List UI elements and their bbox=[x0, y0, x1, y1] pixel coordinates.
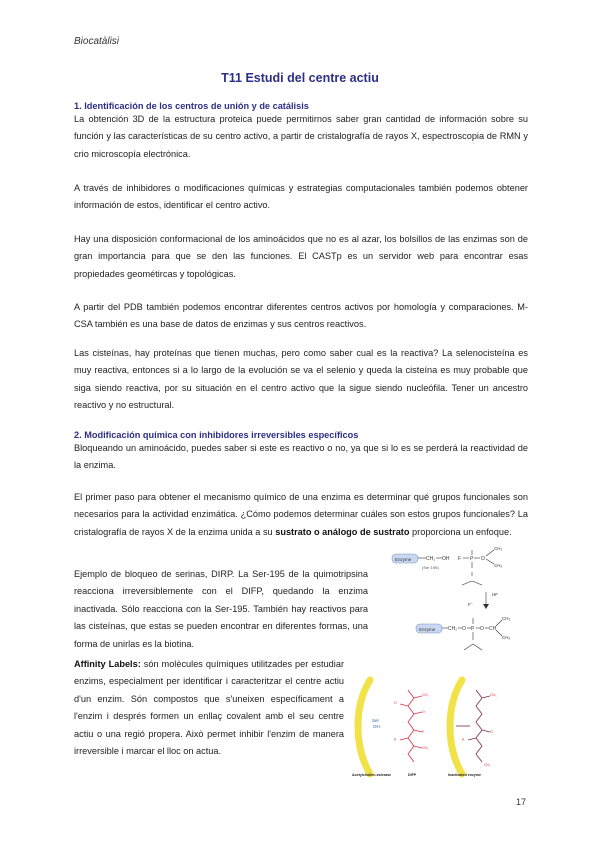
section1-heading: 1. Identificación de los centros de unión y de catálisis bbox=[74, 101, 309, 111]
oxygen-label-bottom-1: O bbox=[462, 626, 466, 632]
section1-paragraph-1: La obtención 3D de la estructura proteica puede permitirnos saber gran cantidad de información sobre su función y las características de su centro activo, a partir de cristalografía de rayos X, espectroscopia de RMN y crio microscopía electrónica. bbox=[74, 114, 528, 159]
phosphorus-label-top: P bbox=[470, 556, 474, 562]
phosphorus-label-bottom: P bbox=[471, 626, 475, 632]
affinity-labels-term: Affinity Labels: bbox=[74, 659, 141, 669]
section2-paragraph-3: Ejemplo de bloqueo de serinas, DIRP. La Ser-195 de la quimotripsina reacciona irreversiblemente con el DIFP, quedando la enzima inactivada. Sólo reacciona con la Ser-195. También hay reactivos para las cisteínas, que estas se pueden encontrar en diferentes formas, una forma de unirlas es la biotina. bbox=[74, 569, 368, 649]
difp-reaction-figure bbox=[382, 542, 532, 658]
svg-text:CH₃: CH₃ bbox=[490, 693, 497, 697]
ser-label: Ser bbox=[372, 718, 380, 723]
svg-text:CH₃: CH₃ bbox=[484, 763, 491, 767]
page-number: 17 bbox=[516, 797, 527, 807]
section2-heading: 2. Modificación química con inhibidores irreversibles específicos bbox=[74, 430, 359, 440]
running-header: Biocatàlisi bbox=[74, 36, 120, 47]
ch3-label-top-2: CH₃ bbox=[494, 563, 503, 568]
ch3-label-top-1: CH₃ bbox=[494, 546, 503, 551]
caption-acetylcholinesterase: Acetylcholine-esterase bbox=[352, 773, 392, 777]
affinity-label-figure bbox=[352, 676, 532, 786]
svg-text:CH₃: CH₃ bbox=[422, 746, 429, 750]
ch3-label-bottom-2: CH₃ bbox=[502, 635, 511, 640]
ch-label-bottom: CH bbox=[489, 626, 497, 632]
svg-text:P: P bbox=[462, 738, 465, 742]
section2-paragraph-1: Bloqueando un aminoácido, puedes saber si este es reactivo o no, ya que si lo es se perderá la reactividad de la enzima. bbox=[74, 443, 528, 471]
oxygen-label-bottom-2: O bbox=[480, 626, 484, 632]
enzyme-label-top: Enzyme bbox=[395, 557, 412, 562]
section1-paragraph-2: A través de inhibidores o modificaciones químicas y estrategias computacionales también podemos obtener información de estos, identificar el centro activo. bbox=[74, 183, 528, 211]
page-title: T11 Estudi del centre actiu bbox=[221, 71, 379, 85]
caption-inactivated-enzyme: Inactivated enzyme bbox=[448, 773, 481, 777]
ch2-label-top: CH₂ bbox=[426, 556, 436, 562]
svg-text:O: O bbox=[394, 701, 397, 705]
difp-molecule bbox=[400, 690, 425, 762]
svg-text:CH₃: CH₃ bbox=[422, 693, 429, 697]
svg-text:O: O bbox=[490, 730, 493, 734]
enzyme-arc-right bbox=[450, 680, 462, 774]
svg-text:OH: OH bbox=[373, 724, 380, 729]
ser195-label: (Ser 195) bbox=[422, 565, 439, 570]
bold-substrate-analog: sustrato o análogo de sustrato bbox=[275, 526, 410, 537]
hf-label: HF bbox=[492, 592, 498, 597]
svg-text:P: P bbox=[394, 738, 397, 742]
section2-paragraph-2: El primer paso para obtener el mecanismo químico de una enzima es determinar qué grupos funcionales son necesarios para la actividad enzimática. ¿Cómo podemos determinar cuáles son estos grupos funcionales? La cristalografía de rayos X de la enzima unida a su sustrato o análogo de sustrato proporciona un enfoque. bbox=[74, 492, 528, 537]
fluorine-label-top: F bbox=[458, 556, 462, 562]
caption-difp: DIFP bbox=[408, 773, 417, 777]
inactivated-enzyme-molecule bbox=[456, 690, 490, 762]
oxygen-label-top: O bbox=[481, 556, 485, 562]
section1-paragraph-3: Hay una disposición conformacional de los aminoácidos que no es al azar, los bolsillos de las enzimas son de gran importancia para que se den las funciones. El CASTp es un servidor web para encontrar esas propiedades geométircas y topológicas. bbox=[74, 234, 528, 279]
svg-text:F: F bbox=[422, 730, 425, 734]
fluoride-label: F⁻ bbox=[468, 602, 474, 607]
ch3-label-bottom-1: CH₃ bbox=[502, 616, 511, 621]
enzyme-label-bottom: Enzyme bbox=[419, 627, 436, 632]
section1-paragraph-4: A partir del PDB también podemos encontrar diferentes centros activos por homología y comparaciones. M-CSA también es una base de datos de enzimas y sus centros reactivos. bbox=[74, 302, 528, 330]
section1-paragraph-5: Las cisteínas, hay proteínas que tienen muchas, pero como saber cual es la reactiva? La selenocisteína es muy reactiva, entonces si a lo largo de la evolución se va el selenio y queda la cisteína es muy probable que siga siendo reactiva, por su situación en el centro activo que la sigue siendo nucleófila. Tener un ancestro reactivo y no estructural. bbox=[74, 348, 528, 411]
oh-label-top: OH bbox=[442, 556, 450, 562]
ch2-label-bottom: CH₂ bbox=[448, 626, 458, 632]
section2-paragraph-4: Affinity Labels: són molècules químiques utilitzades per estudiar enzims, especialment per identificar i caracteritzar el centre actiu d'un enzim. Són compostos que s'uneixen específicament a l'enzim i després formen un enllaç covalent amb el seu centre actiu o una regió propera. Això permet inhibir l'enzim de manera irreversible i marcar el lloc on actua. bbox=[74, 659, 344, 757]
svg-text:O: O bbox=[422, 710, 425, 714]
enzyme-arc-left bbox=[358, 680, 370, 774]
